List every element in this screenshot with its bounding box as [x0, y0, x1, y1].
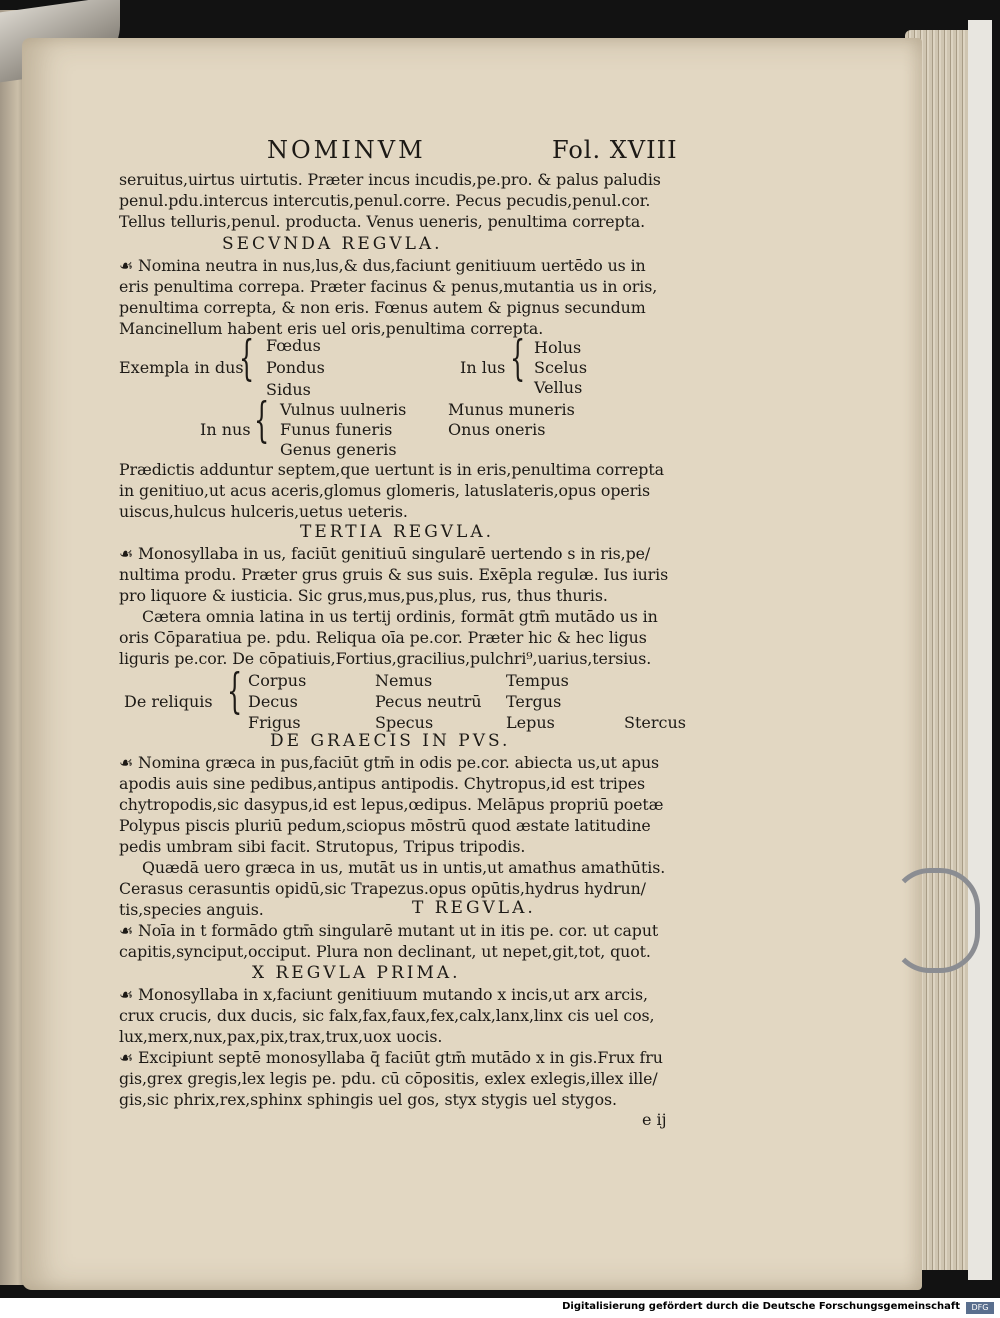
line-text: Nomina neutra in nus,lus,& dus,faciunt genitiuum uertēdo us in [137, 256, 646, 275]
line-text: Noīa in t formādo gtm̄ singularē mutant ut in itis pe. cor. ut caput [137, 921, 659, 940]
text-line: Tellus telluris,penul. producta. Venus ueneris, penultima correpta. [119, 212, 646, 231]
line-text: Monosyllaba in x,faciunt genitiuum mutando x incis,ut arx arcis, [137, 985, 648, 1004]
text-line: Polypus piscis pluriū pedum,sciopus mōstrū quod æstate latitudine [119, 816, 651, 835]
text-line: penultima correpta, & non eris. Fœnus autem & pignus secundum [119, 298, 646, 317]
text-line: pro liquore & iusticia. Sic grus,mus,pus,plus, rus, thus thuris. [119, 586, 608, 605]
paragraph-mark-icon: ☙ [119, 985, 134, 1004]
line-text: Monosyllaba in us, faciūt genitiuū singularē uertendo s in ris,pe/ [137, 544, 651, 563]
text-line: capitis,synciput,occiput. Plura non declinant, ut nepet,git,tot, quot. [119, 942, 651, 961]
paragraph-mark-icon: ☙ [119, 544, 134, 563]
example-word: Onus oneris [448, 420, 546, 439]
section-heading: SECVNDA REGVLA. [222, 234, 443, 254]
text-line [119, 753, 659, 773]
example-word: Sidus [266, 380, 311, 399]
paragraph-mark-icon: ☙ [119, 753, 134, 772]
text-line: penul.pdu.intercus intercutis,penul.corre. Pecus pecudis,penul.cor. [119, 191, 651, 210]
example-word: Decus [248, 692, 298, 711]
text-line: nultima produ. Præter grus gruis & sus suis. Exēpla regulæ. Ius iuris [119, 565, 669, 584]
example-word: Specus [375, 713, 434, 732]
example-word: Munus muneris [448, 400, 575, 419]
text-line: seruitus,uirtus uirtutis. Præter incus incudis,pe.pro. & palus paludis [119, 170, 661, 189]
section-heading: T REGVLA. [412, 898, 536, 918]
brace-icon: { [227, 663, 243, 719]
line-text: Nomina græca in pus,faciūt gtm̄ in odis pe.cor. abiecta us,ut apus [137, 753, 660, 772]
example-word: Lepus [506, 713, 555, 732]
example-word: Pondus [266, 358, 325, 377]
text-line: lux,merx,nux,pax,pix,trax,trux,uox uocis. [119, 1027, 443, 1046]
signature-mark: e ij [642, 1110, 667, 1129]
text-line: crux crucis, dux ducis, sic falx,fax,faux,fex,calx,lanx,linx cis uel cos, [119, 1006, 655, 1025]
text-line [119, 544, 650, 564]
metal-clip [890, 868, 980, 973]
footer-credit: Digitalisierung gefördert durch die Deutsche Forschungsgemeinschaft [562, 1301, 960, 1312]
text-line: Cætera omnia latina in us tertij ordinis, formāt gtm̄ mutādo us in [142, 607, 658, 626]
text-line [119, 921, 658, 941]
text-line: gis,sic phrix,rex,sphinx sphingis uel gos, styx stygis uel stygos. [119, 1090, 617, 1109]
line-text: Excipiunt septē monosyllaba q̄ faciūt gtm̄ mutādo x in gis.Frux fru [137, 1048, 663, 1067]
text-line: liguris pe.cor. De cōpatiuis,Fortius,gracilius,pulchri⁹,uarius,tersius. [119, 649, 652, 668]
example-word: Genus generis [280, 440, 397, 459]
folio-number: Fol. XVIII [552, 136, 678, 164]
example-label: In lus [460, 358, 506, 377]
example-word: Vulnus uulneris [280, 400, 407, 419]
book-cover-edge [968, 20, 992, 1280]
example-word: Scelus [534, 358, 588, 377]
section-heading: TERTIA REGVLA. [300, 522, 495, 542]
example-word: Nemus [375, 671, 433, 690]
section-heading: DE GRAECIS IN PVS. [270, 731, 511, 751]
example-word: Tergus [506, 692, 562, 711]
text-line: eris penultima correpa. Præter facinus & penus,mutantia us in oris, [119, 277, 658, 296]
text-line: Quædā uero græca in us, mutāt us in untis,ut amathus amathūtis. [142, 858, 666, 877]
text-line: in genitiuo,ut acus aceris,glomus glomeris, latuslateris,opus operis [119, 481, 651, 500]
text-line: apodis auis sine pedibus,antipus antipodis. Chytropus,id est tripes [119, 774, 646, 793]
example-word: Corpus [248, 671, 307, 690]
text-line: gis,grex gregis,lex legis pe. pdu. cū cōpositis, exlex exlegis,illex ille/ [119, 1069, 658, 1088]
example-word: Fœdus [266, 336, 321, 355]
text-line [119, 1048, 663, 1068]
text-line: pedis umbram sibi facit. Strutopus, Tripus tripodis. [119, 837, 526, 856]
brace-icon: { [254, 392, 270, 448]
paragraph-mark-icon: ☙ [119, 1048, 134, 1067]
section-heading: X REGVLA PRIMA. [252, 963, 461, 983]
example-label: Exempla in dus [119, 358, 244, 377]
text-line: chytropodis,sic dasypus,id est lepus,œdipus. Melāpus propriū poetæ [119, 795, 664, 814]
paragraph-mark-icon: ☙ [119, 921, 134, 940]
text-line: Prædictis adduntur septem,que uertunt is in eris,penultima correpta [119, 460, 664, 479]
example-word: Tempus [506, 671, 569, 690]
example-word: Funus funeris [280, 420, 393, 439]
dfg-logo: DFG [966, 1302, 994, 1314]
text-line [119, 256, 646, 276]
text-line: uiscus,hulcus hulceris,uetus ueteris. [119, 502, 408, 521]
text-line: Mancinellum habent eris uel oris,penultima correpta. [119, 319, 544, 338]
paragraph-mark-icon: ☙ [119, 256, 134, 275]
brace-icon: { [510, 330, 526, 386]
page [22, 38, 922, 1290]
footer-bar [0, 1298, 1000, 1318]
text-line: oris Cōparatiua pe. pdu. Reliqua oīa pe.cor. Præter hic & hec ligus [119, 628, 647, 647]
example-word: Frigus [248, 713, 301, 732]
text-line [119, 985, 648, 1005]
example-word: Pecus neutrū [375, 692, 482, 711]
brace-icon: { [239, 330, 255, 386]
example-word: Vellus [534, 378, 583, 397]
example-label: De reliquis [124, 692, 213, 711]
example-label: In nus [200, 420, 251, 439]
text-line: tis,species anguis. [119, 900, 264, 919]
example-word: Holus [534, 338, 582, 357]
running-title: NOMINVM [267, 136, 426, 164]
text-line: Cerasus cerasuntis opidū,sic Trapezus.opus opūtis,hydrus hydrun/ [119, 879, 646, 898]
example-word: Stercus [624, 713, 686, 732]
